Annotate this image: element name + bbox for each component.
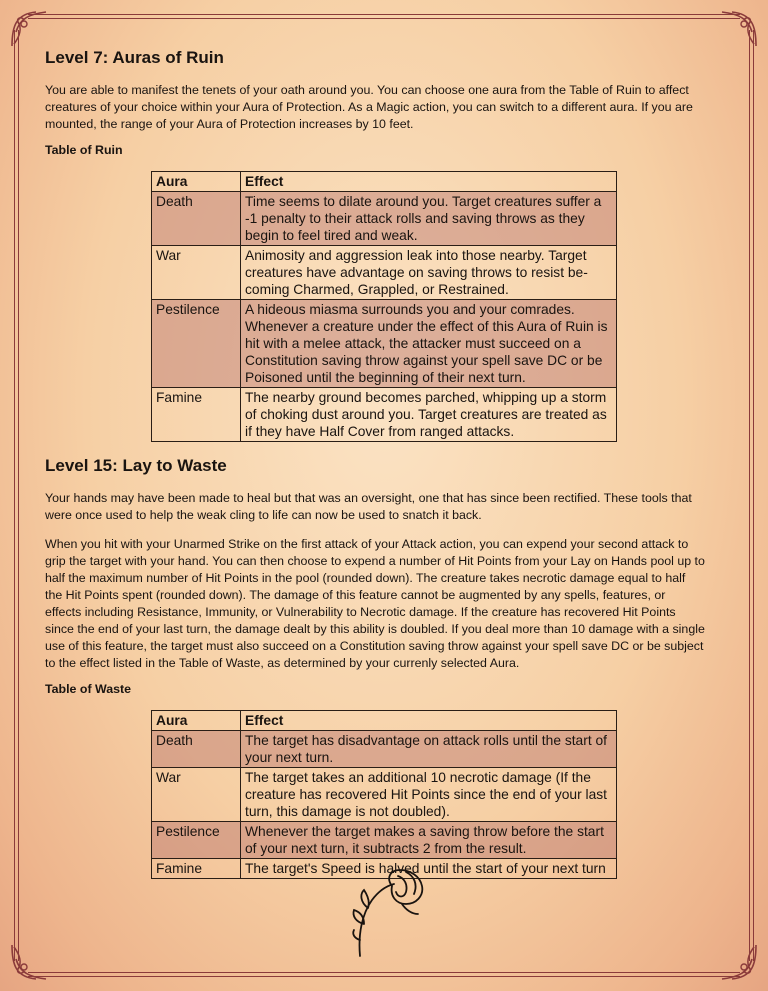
table-header-row [152, 172, 617, 192]
column-header: Aura [152, 172, 241, 192]
column-header: Aura [152, 711, 241, 731]
corner-flourish-icon [718, 941, 762, 985]
frame-right-border [749, 30, 754, 961]
page-content [45, 48, 705, 879]
aura-cell: Death [152, 731, 241, 768]
effect-cell: Animosity and aggression leak into those nearby. Target creatures have advantage on saving throws to resist becoming Charmed, Grappled, or Restrained. [241, 246, 617, 300]
frame-bottom-border [28, 972, 740, 977]
table-row [152, 768, 617, 822]
aura-cell: Pestilence [152, 822, 241, 859]
table-row [152, 822, 617, 859]
effect-cell: The target has disadvantage on attack rolls until the start of your next turn. [241, 731, 617, 768]
table-row [152, 192, 617, 246]
table-of-waste [151, 710, 617, 879]
effect-cell: The target takes an additional 10 necrotic damage (If the creature has recovered Hit Points since the end of your last turn, this damage is not doubled). [241, 768, 617, 822]
table-header-row [152, 711, 617, 731]
aura-cell: Pestilence [152, 300, 241, 388]
section-heading: Level 7: Auras of Ruin [45, 48, 224, 67]
section-heading: Level 15: Lay to Waste [45, 456, 227, 475]
paragraph: You are able to manifest the tenets of your oath around you. You can choose one aura from the Table of Ruin to affect creatures of your choice within your Aura of Protection. As a Magic action, you can switch to a different aura. If you are mounted, the range of your Aura of Protection increases by 10 feet. [45, 83, 693, 131]
aura-cell: War [152, 768, 241, 822]
effect-cell: Whenever the target makes a saving throw before the start of your next turn, it subtracts 2 from the result. [241, 822, 617, 859]
frame-left-border [14, 30, 19, 961]
table-row [152, 300, 617, 388]
effect-cell: Time seems to dilate around you. Target creatures suffer a -1 penalty to their attack rolls and saving throws as they begin to feel tired and weak. [241, 192, 617, 246]
table-caption: Table of Ruin [45, 143, 123, 157]
rose-icon [346, 864, 430, 960]
corner-flourish-icon [718, 6, 762, 50]
table-of-ruin [151, 171, 617, 442]
corner-flourish-icon [6, 941, 50, 985]
effect-cell: A hideous miasma surrounds you and your comrades. Whenever a creature under the effect of this Aura of Ruin is hit with a melee attack, the attacker must succeed on a Constitution saving throw against your spell save DC or be Poisoned until the beginning of their next turn. [241, 300, 617, 388]
paragraph: Your hands may have been made to heal but that was an oversight, one that has since been rectified. These tools that were once used to help the weak cling to life can now be used to snatch it back. [45, 491, 692, 522]
aura-cell: Death [152, 192, 241, 246]
table-row [152, 731, 617, 768]
effect-cell: The target's Speed is halved until the start of your next turn [241, 859, 617, 879]
aura-cell: War [152, 246, 241, 300]
table-row [152, 246, 617, 300]
frame-top-border [28, 14, 740, 19]
aura-cell: Famine [152, 859, 241, 879]
column-header: Effect [241, 172, 617, 192]
corner-flourish-icon [6, 6, 50, 50]
paragraph: When you hit with your Unarmed Strike on the first attack of your Attack action, you can expend your second attack to grip the target with your hand. You can then choose to expend a number of Hit Points from your Lay on Hands pool up to half the maximum number of Hit Points in the pool (rounded down). The creature takes necrotic damage equal to half the Hit Points spent (rounded down). The damage of this feature cannot be augmented by any spells, features, or effects including Resistance, Immunity, or Vulnerability to Necrotic damage. If the creature has recovered Hit Points since the end of your last turn, the damage dealt by this ability is doubled. If you deal more than 10 damage with a single use of this feature, the target must also succeed on a Constitution saving throw against your spell save DC or be subject to the effect listed in the Table of Waste, as determined by your currenly selected Aura. [45, 537, 705, 670]
aura-cell: Famine [152, 388, 241, 442]
column-header: Effect [241, 711, 617, 731]
table-caption: Table of Waste [45, 682, 132, 696]
table-row [152, 388, 617, 442]
effect-cell: The nearby ground becomes parched, whipping up a storm of choking dust around you. Target creatures are treated as if they have Half Cover from ranged attacks. [241, 388, 617, 442]
